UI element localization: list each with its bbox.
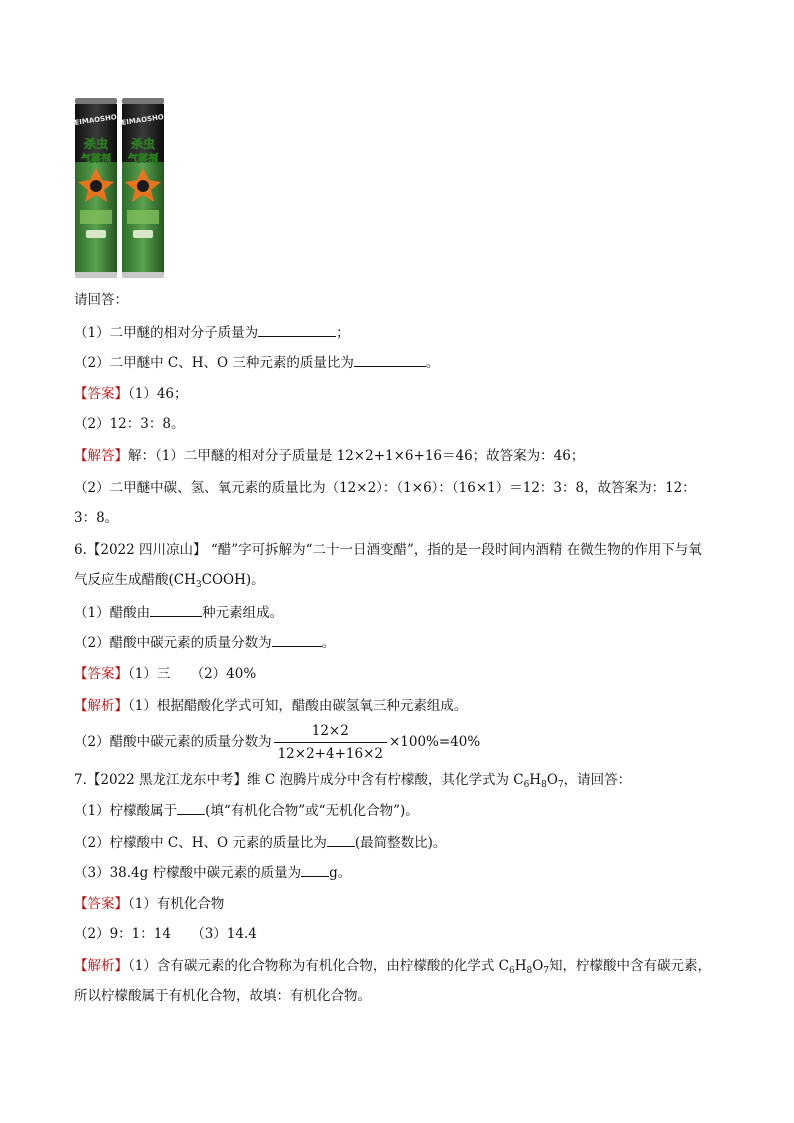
solution-line-2: （2）二甲醚中碳、氢、氧元素的质量比为（12×2）：（1×6）：（16×1）＝12：3：8，故答案为：12： xyxy=(74,480,696,496)
spray-can-right xyxy=(121,98,164,278)
svg-text:杀虫: 杀虫 xyxy=(130,137,156,151)
answer-line-2: （2）12：3：8。 xyxy=(74,416,185,432)
question-7-answer-1: 【答案】（1）有机化合物 xyxy=(74,896,225,912)
analysis-tag: 【解析】 xyxy=(74,958,128,974)
question-6-part-2: （2）醋酸中碳元素的质量分数为 。 xyxy=(74,632,335,653)
question-part-1: （1）二甲醚的相对分子质量为 ； xyxy=(74,322,350,343)
svg-text:EIMAOSHO: EIMAOSHO xyxy=(74,113,118,127)
svg-text:气雾剂: 气雾剂 xyxy=(81,154,111,165)
question-6-analysis-2: （2）醋酸中碳元素的质量分数为 $\frac{12\times 2}{12\times 2+4+16\times 2}$ ×100%=40% xyxy=(74,723,481,762)
question-6-stem-cont: 气反应生成醋酸$(CH_3COOH)$。 xyxy=(74,572,265,590)
question-6-stem: 6.【2022 四川凉山】 “醋”字可拆解为“二十一日酒变醋”，指的是一段时间内酒精 在微生物的作用下与氧 xyxy=(74,542,702,558)
question-7-analysis-1: 【解析】（1）含有碳元素的化合物称为有机化合物，由柠檬酸的化学式 $C_6H_8O_7$知，柠檬酸中含有碳元素， xyxy=(74,958,712,976)
question-part-2: （2）二甲醚中 C、H、O 三种元素的质量比为 。 xyxy=(74,352,439,373)
question-prompt: 请回答： xyxy=(74,292,128,308)
answer-blank[interactable] xyxy=(327,832,355,847)
answer-tag: 【答案】 xyxy=(74,896,128,912)
svg-text:气雾剂: 气雾剂 xyxy=(128,154,158,165)
question-7-answer-2: （2）9：1：14 （3）14.4 xyxy=(74,926,257,942)
mass-fraction-formula: $\frac{12\times 2}{12\times 2+4+16\times 2}$ xyxy=(274,722,387,763)
answer-tag: 【答案】 xyxy=(74,386,128,402)
question-7-analysis-2: 所以柠檬酸属于有机化合物，故填：有机化合物。 xyxy=(74,988,371,1004)
svg-text:杀虫: 杀虫 xyxy=(83,137,109,151)
answer-blank[interactable] xyxy=(150,602,202,617)
svg-text:EIMAOSHO: EIMAOSHO xyxy=(121,113,165,127)
insecticide-spray-cans-image xyxy=(74,96,166,280)
answer-blank[interactable] xyxy=(177,800,205,815)
answer-blank[interactable] xyxy=(258,322,336,337)
question-6-part-1: （1）醋酸由 种元素组成。 xyxy=(74,602,283,623)
solution-line-3: 3：8。 xyxy=(74,510,119,526)
solution-tag: 【解答】 xyxy=(74,448,128,464)
question-7-stem: 7.【2022 黑龙江龙东中考】维 C 泡腾片成分中含有柠檬酸，其化学式为 $C_6H_8O_7$，请回答： xyxy=(74,772,632,790)
question-7-part-1: （1）柠檬酸属于 (填“有机化合物”或“无机化合物”)。 xyxy=(74,800,419,821)
question-7-part-3: （3）38.4g 柠檬酸中碳元素的质量为 g。 xyxy=(74,862,351,883)
answer-blank[interactable] xyxy=(301,862,329,877)
answer-tag: 【答案】 xyxy=(74,666,128,682)
question-6-answer: 【答案】（1）三 （2）40% xyxy=(74,666,257,682)
solution-line-1: 【解答】解：（1）二甲醚的相对分子质量是 12×2+1×6+16＝46；故答案为：46； xyxy=(74,448,585,464)
analysis-tag: 【解析】 xyxy=(74,698,128,714)
answer-blank[interactable] xyxy=(354,352,426,367)
spray-can-left xyxy=(74,98,117,278)
question-6-analysis-1: 【解析】（1）根据醋酸化学式可知，醋酸由碳氢氧三种元素组成。 xyxy=(74,698,468,714)
answer-blank[interactable] xyxy=(272,632,322,647)
answer-line-1: 【答案】（1）46； xyxy=(74,386,188,402)
question-7-part-2: （2）柠檬酸中 C、H、O 元素的质量比为 (最简整数比)。 xyxy=(74,832,446,853)
